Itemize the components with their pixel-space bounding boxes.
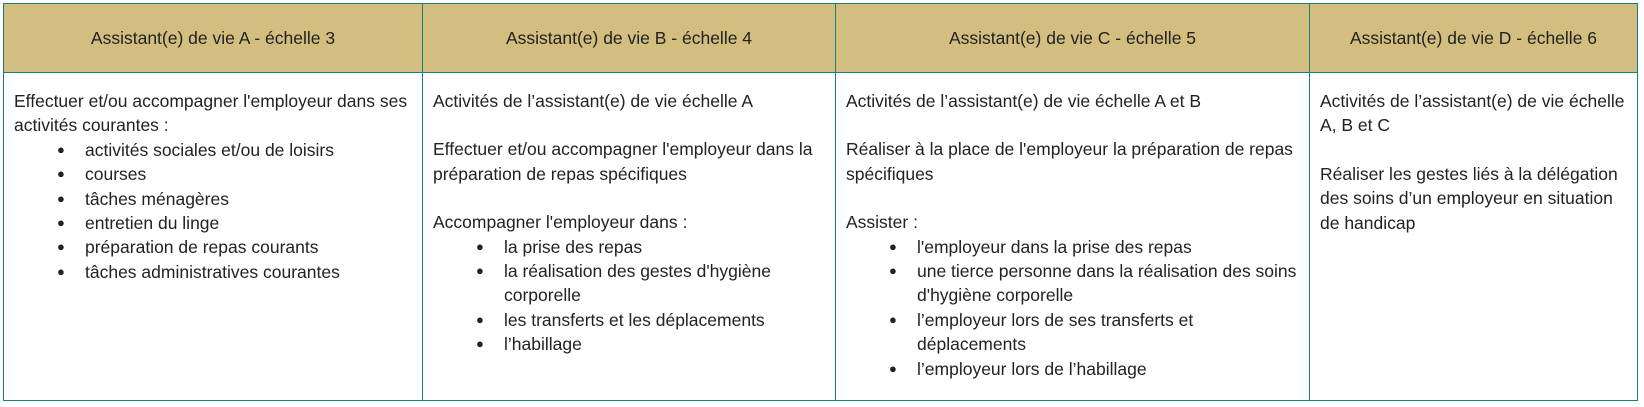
list-item: ● l’employeur lors de ses transferts et déplacements [846, 308, 1299, 357]
body-row [4, 73, 1638, 401]
header-cell-a: Assistant(e) de vie A - échelle 3 [4, 4, 423, 73]
cell-c-list [846, 235, 1299, 381]
list-item: ● entretien du linge [14, 211, 412, 235]
list-item: ● courses [14, 162, 412, 186]
header-cell-c: Assistant(e) de vie C - échelle 5 [836, 4, 1310, 73]
header-cell-b: Assistant(e) de vie B - échelle 4 [423, 4, 836, 73]
cell-b-para-1: Activités de l’assistant(e) de vie échelle A [433, 91, 754, 111]
list-item: ● une tierce personne dans la réalisation des soins d'hygiène corporelle [846, 259, 1299, 308]
list-item: ● la réalisation des gestes d'hygiène corporelle [433, 259, 825, 308]
cell-c-para-3: Assister : [846, 212, 918, 233]
cell-b-list [433, 235, 825, 357]
header-row [4, 4, 1638, 73]
list-item: ● tâches ménagères [14, 187, 412, 211]
cell-d-para-1: Activités de l’assistant(e) de vie échelle A, B et C [1320, 91, 1625, 136]
header-cell-d: Assistant(e) de vie D - échelle 6 [1310, 4, 1638, 73]
list-item: ● tâches administratives courantes [14, 260, 412, 284]
cell-d [1310, 73, 1638, 401]
list-item: ● l’habillage [433, 332, 825, 356]
activities-table [3, 3, 1638, 401]
list-item: ● préparation de repas courants [14, 235, 412, 259]
cell-b [423, 73, 836, 401]
cell-b-para-2: Effectuer et/ou accompagner l'employeur dans la préparation de repas spécifiques [433, 139, 813, 184]
cell-a [4, 73, 423, 401]
cell-c [836, 73, 1310, 401]
cell-c-para-1: Activités de l’assistant(e) de vie échelle A et B [846, 91, 1202, 111]
cell-b-para-3: Accompagner l'employeur dans : [433, 212, 688, 233]
list-item: ● les transferts et les déplacements [433, 308, 825, 332]
list-item: ● l'employeur dans la prise des repas [846, 235, 1299, 259]
list-item: ● l’employeur lors de l’habillage [846, 357, 1299, 381]
list-item: ● activités sociales et/ou de loisirs [14, 138, 412, 162]
cell-a-intro: Effectuer et/ou accompagner l'employeur dans ses activités courantes : [14, 91, 408, 136]
list-item: ● la prise des repas [433, 235, 825, 259]
cell-d-para-2: Réaliser les gestes liés à la délégation des soins d’un employeur en situation de handicap [1320, 163, 1618, 233]
cell-c-para-2: Réaliser à la place de l'employeur la préparation de repas spécifiques [846, 139, 1293, 184]
cell-a-list [14, 138, 412, 284]
